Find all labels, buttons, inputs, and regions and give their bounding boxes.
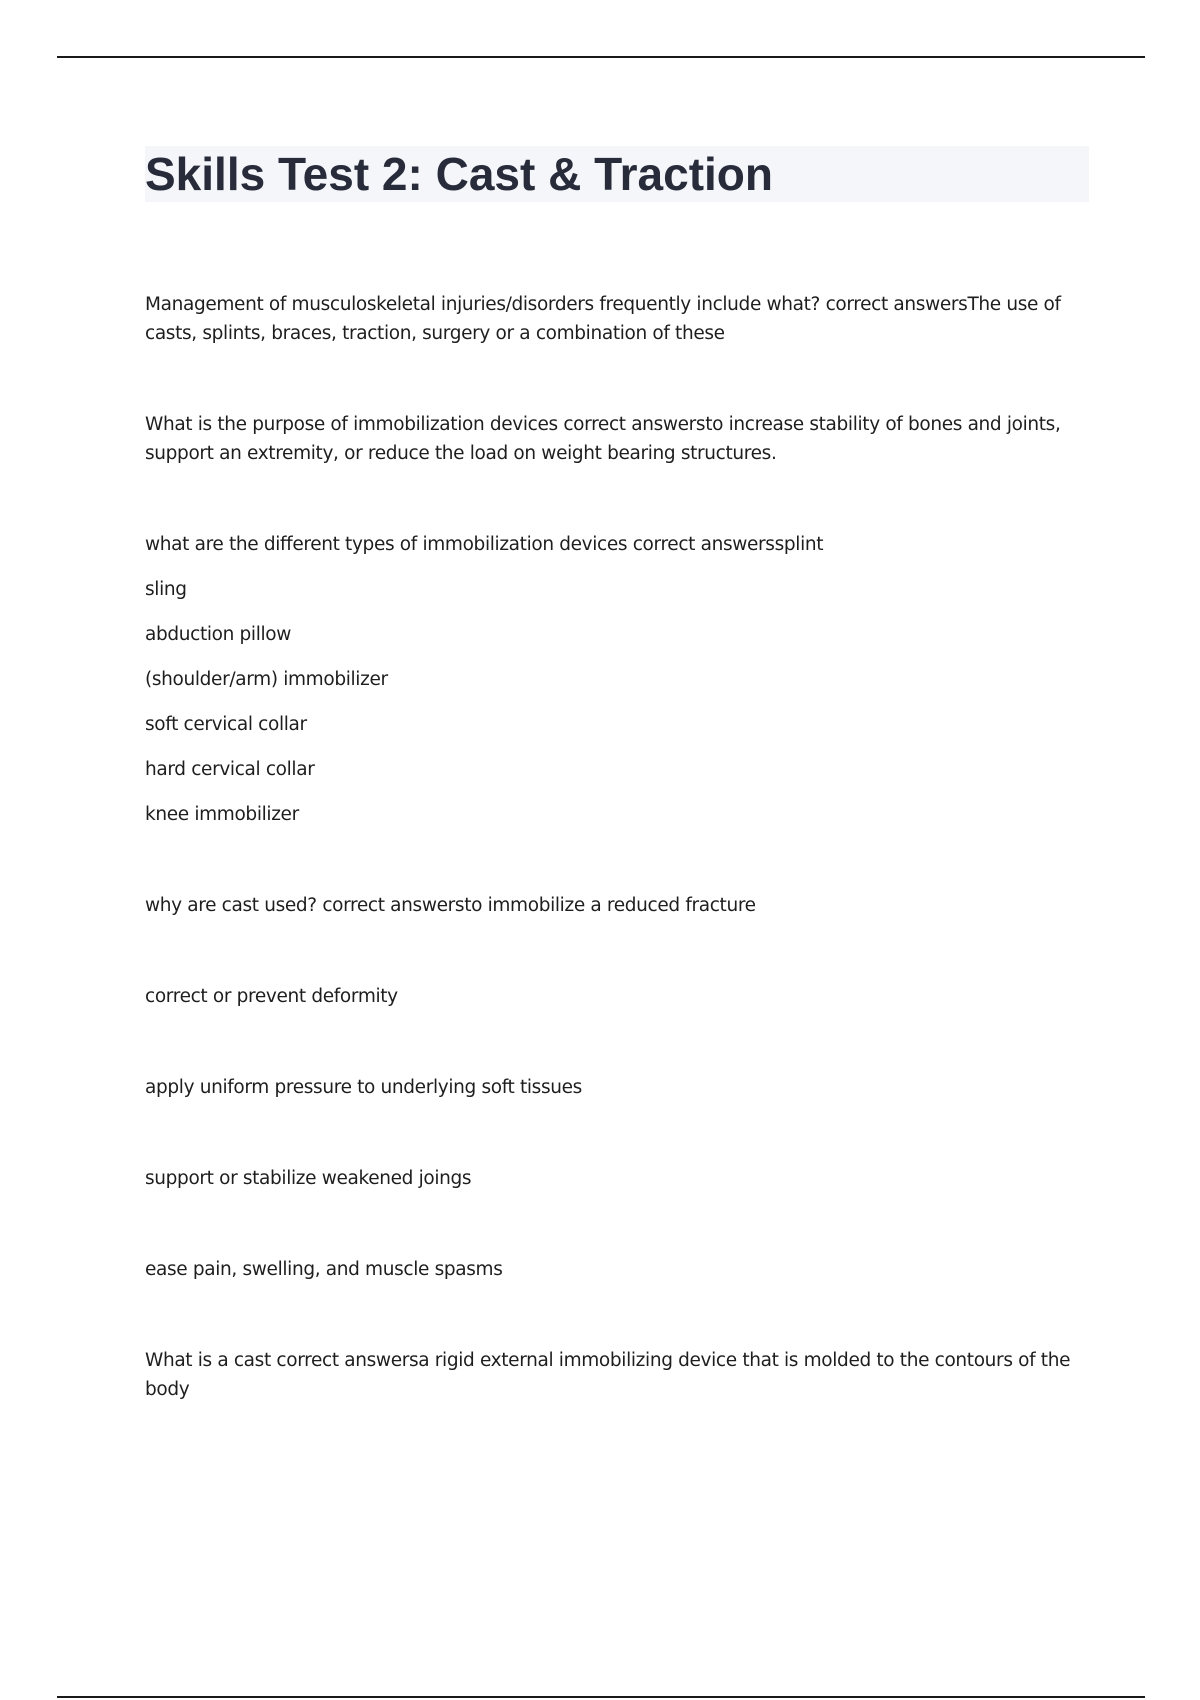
answer-text: to immobilize a reduced fracture (464, 895, 756, 916)
answer-text: to increase stability of bones and joints, support an extremity, or reduce the load on weight bearing structures. (145, 414, 1061, 464)
device-list-item: knee immobilizer (145, 804, 299, 825)
answer-tag: correct answers (825, 294, 968, 315)
device-list-item: abduction pillow (145, 624, 292, 645)
answer-tag: correct answers (322, 895, 465, 916)
question-text: what are the different types of immobilization devices (145, 534, 628, 555)
answer-tag: correct answers (276, 1350, 419, 1371)
answer-text: splint (774, 534, 824, 555)
device-list-item: hard cervical collar (145, 759, 315, 780)
qa-entry (145, 891, 1089, 920)
top-rule (57, 56, 1145, 58)
question-text: What is a cast (145, 1350, 271, 1371)
document-title: Skills Test 2: Cast & Traction (145, 148, 774, 200)
cast-use-item: ease pain, swelling, and muscle spasms (145, 1259, 503, 1280)
qa-entry (145, 1346, 1089, 1404)
qa-entry (145, 410, 1089, 468)
question-text: Management of musculoskeletal injuries/disorders frequently include what? (145, 294, 821, 315)
answer-tag: correct answers (632, 534, 775, 555)
bottom-rule (57, 1696, 1145, 1698)
question-text: why are cast used? (145, 895, 317, 916)
qa-entry (145, 530, 1089, 559)
device-list-item: (shoulder/arm) immobilizer (145, 669, 388, 690)
qa-entry (145, 290, 1089, 348)
answer-tag: correct answers (563, 414, 706, 435)
document-body (145, 290, 1089, 1404)
cast-use-item: correct or prevent deformity (145, 986, 398, 1007)
answer-text: The use of casts, splints, braces, traction, surgery or a combination of these (145, 294, 1061, 344)
answer-text: a rigid external immobilizing device that is molded to the contours of the body (145, 1350, 1071, 1400)
question-text: What is the purpose of immobilization devices (145, 414, 558, 435)
cast-use-item: support or stabilize weakened joings (145, 1168, 472, 1189)
device-list-item: sling (145, 579, 187, 600)
cast-use-item: apply uniform pressure to underlying soft tissues (145, 1077, 582, 1098)
device-list-item: soft cervical collar (145, 714, 307, 735)
